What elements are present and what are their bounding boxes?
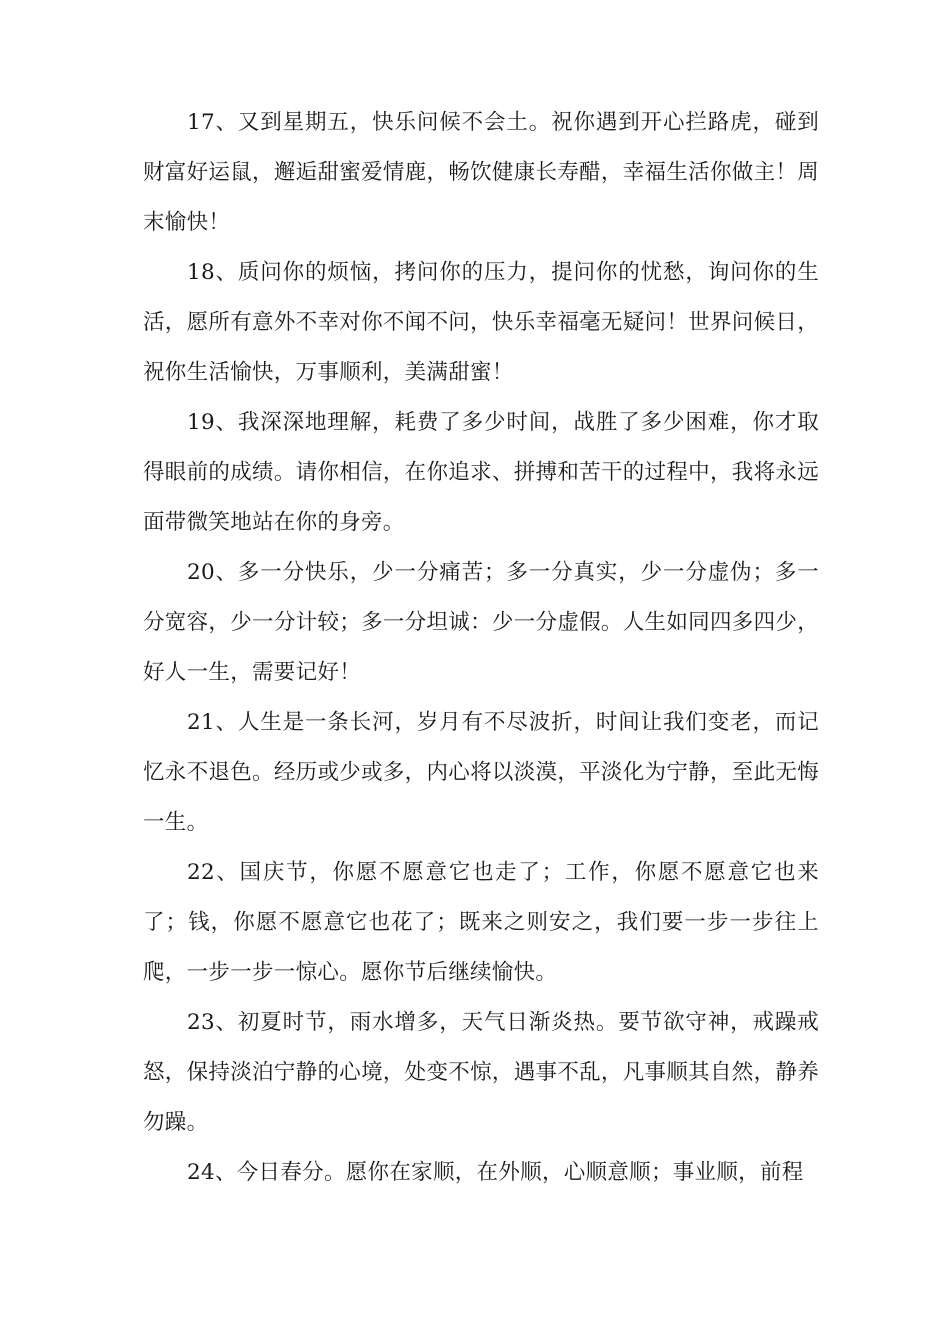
paragraph-19: 19、我深深地理解，耗费了多少时间，战胜了多少困难，你才取得眼前的成绩。请你相信，在你追求、拼搏和苦干的过程中，我将永远面带微笑地站在你的身旁。: [143, 410, 819, 535]
paragraph-24: 24、今日春分。愿你在家顺，在外顺，心顺意顺；事业顺，前程: [187, 1160, 804, 1185]
paragraph-23: 23、初夏时节，雨水增多，天气日渐炎热。要节欲守神，戒躁戒怒，保持淡泊宁静的心境，处变不惊，遇事不乱，凡事顺其自然，静养勿躁。: [143, 1010, 819, 1135]
paragraph-22: 22、国庆节，你愿不愿意它也走了；工作，你愿不愿意它也来了；钱，你愿不愿意它也花了；既来之则安之，我们要一步一步往上爬，一步一步一惊心。愿你节后继续愉快。: [143, 860, 819, 985]
paragraph-17: 17、又到星期五，快乐问候不会土。祝你遇到开心拦路虎，碰到财富好运鼠，邂逅甜蜜爱情鹿，畅饮健康长寿醋，幸福生活你做主！周末愉快！: [143, 110, 819, 235]
document-body: [143, 98, 819, 1198]
paragraph-21: 21、人生是一条长河，岁月有不尽波折，时间让我们变老，而记忆永不退色。经历或少或多，内心将以淡漠，平淡化为宁静，至此无悔一生。: [143, 710, 819, 835]
paragraph-20: 20、多一分快乐，少一分痛苦；多一分真实，少一分虚伪；多一分宽容，少一分计较；多一分坦诚：少一分虚假。人生如同四多四少，好人一生，需要记好！: [143, 560, 819, 685]
paragraph-18: 18、质问你的烦恼，拷问你的压力，提问你的忧愁，询问你的生活，愿所有意外不幸对你不闻不问，快乐幸福毫无疑问！世界问候日，祝你生活愉快，万事顺利，美满甜蜜！: [143, 260, 819, 385]
